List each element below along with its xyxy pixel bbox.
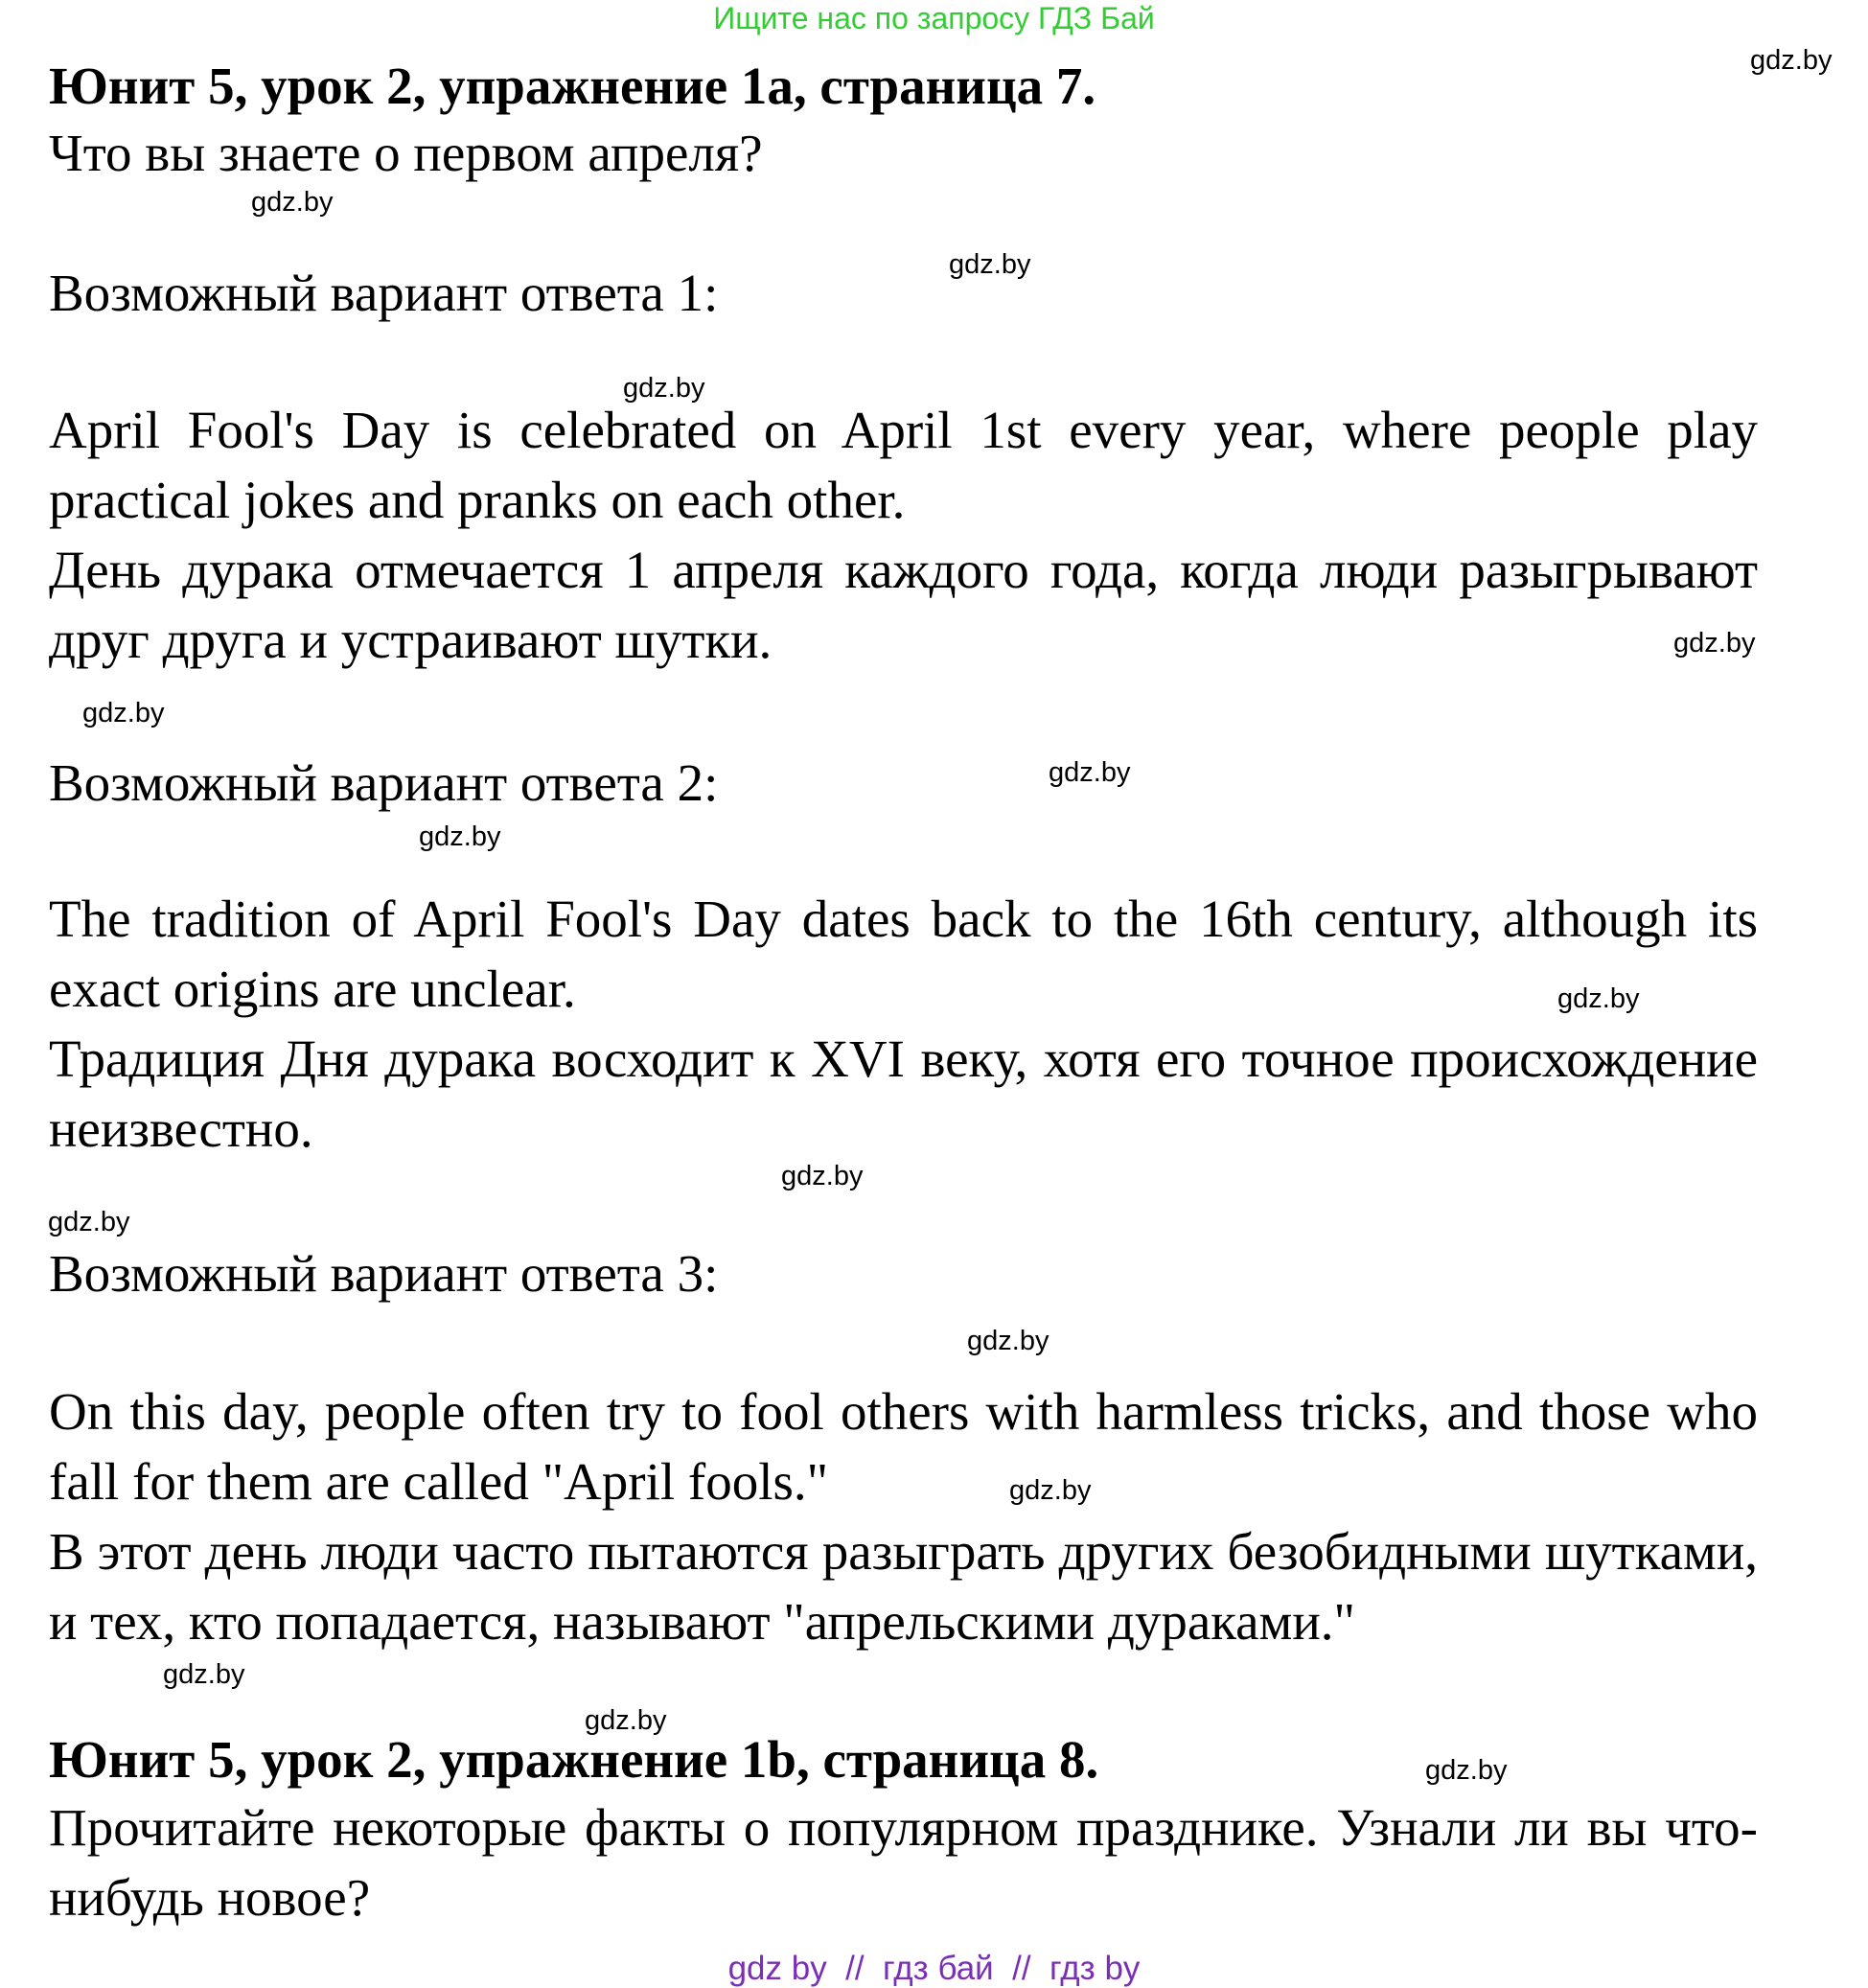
- watermark: gdz.by: [585, 1705, 667, 1736]
- exercise-1b-question: Прочитайте некоторые факты о популярном празднике. Узнали ли вы что-нибудь новое?: [49, 1798, 1758, 1927]
- answer-2-english: The tradition of April Fool's Day dates back to the 16th century, although its exact origins are unclear.: [49, 890, 1758, 1018]
- watermark: gdz.by: [48, 1207, 130, 1237]
- watermark: gdz.by: [251, 187, 334, 218]
- answer-3-russian: В этот день люди часто пытаются разыграть других безобидными шутками, и тех, кто попадается, называют "апрельскими дураками.": [49, 1522, 1758, 1651]
- watermark: gdz.by: [163, 1659, 245, 1690]
- answer-1-label: Возможный вариант ответа 1:: [49, 264, 719, 322]
- answer-2-label: Возможный вариант ответа 2:: [49, 753, 719, 812]
- watermark: gdz.by: [623, 373, 705, 404]
- watermark: gdz.by: [1009, 1475, 1092, 1506]
- exercise-1a-question: Что вы знаете о первом апреля?: [49, 124, 763, 182]
- top-banner[interactable]: Ищите нас по запросу ГДЗ Бай: [713, 1, 1155, 35]
- watermark: gdz.by: [1750, 45, 1833, 76]
- answer-1-english: April Fool's Day is celebrated on April 1st every year, where people play practical jokes and pranks on each other.: [49, 401, 1758, 529]
- watermark: gdz.by: [1049, 757, 1131, 788]
- answer-2-russian: Традиция Дня дурака восходит к XVI веку, хотя его точное происхождение неизвестно.: [49, 1029, 1758, 1158]
- answer-3-label: Возможный вариант ответа 3:: [49, 1244, 719, 1303]
- watermark: gdz.by: [949, 249, 1031, 280]
- watermark: gdz.by: [781, 1161, 864, 1191]
- watermark: gdz.by: [82, 698, 165, 728]
- watermark: gdz.by: [967, 1326, 1049, 1356]
- watermark: gdz.by: [1673, 628, 1756, 659]
- watermark: gdz.by: [419, 821, 501, 852]
- watermark: gdz.by: [1425, 1755, 1508, 1786]
- answer-1-russian: День дурака отмечается 1 апреля каждого года, когда люди разыгрывают друг друга и устраивают шутки.: [49, 541, 1758, 669]
- watermark: gdz.by: [1557, 983, 1640, 1014]
- exercise-1a-title: Юнит 5, урок 2, упражнение 1а, страница 7.: [49, 57, 1096, 115]
- footer-links[interactable]: gdz by // гдз бай // гдз by: [727, 1950, 1141, 1987]
- answer-3-english: On this day, people often try to fool others with harmless tricks, and those who fall for them are called "April fools.": [49, 1382, 1758, 1511]
- exercise-1b-title: Юнит 5, урок 2, упражнение 1b, страница 8.: [49, 1730, 1099, 1789]
